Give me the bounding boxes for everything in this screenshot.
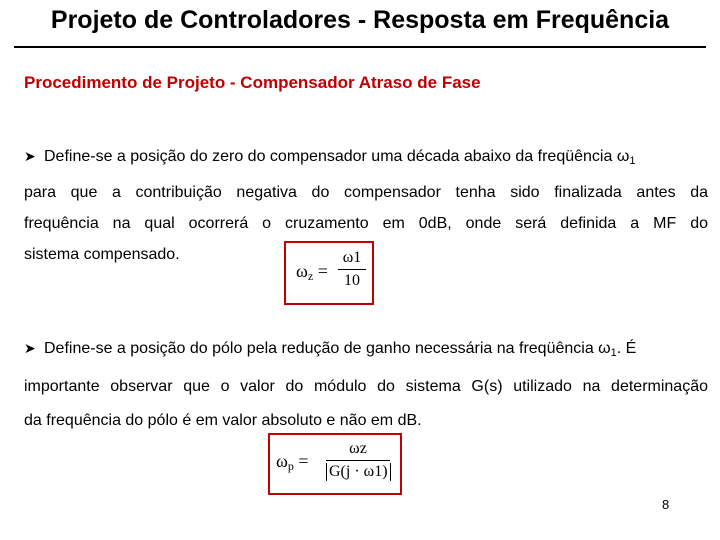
bullet-text: Define-se a posição do pólo pela redução de ganho necessária na freqüência ω (44, 340, 611, 357)
formula-denominator: G(j · ω1) (326, 463, 390, 481)
bullet-pole-position (24, 331, 708, 438)
bullet-line: importante observar que o valor do módulo do sistema G(s) utilizado na determinação (24, 378, 708, 395)
bullet-line (24, 331, 708, 370)
fraction-bar (338, 269, 366, 270)
fraction-bar (326, 460, 390, 461)
subscript: 1 (629, 155, 636, 167)
formula-fraction (326, 440, 390, 481)
arrow-bullet-icon: ➤ (24, 148, 36, 164)
bullet-line: para que a contribuição negativa do compensador tenha sido finalizada antes da (24, 184, 708, 201)
page-number: 8 (662, 497, 670, 512)
bullet-line: sistema compensado. (24, 246, 180, 263)
bullet-line (24, 141, 708, 177)
subscript: 1 (610, 347, 617, 359)
bullet-line: da frequência do pólo é em valor absoluto e não em dB. (24, 412, 422, 429)
formula-numerator: ω1 (342, 249, 362, 266)
formula-lhs: ωz = (296, 261, 328, 283)
slide-title: Projeto de Controladores - Resposta em Frequência (50, 6, 670, 34)
bullet-text-tail: . É (616, 340, 637, 357)
formula-zero-box (284, 241, 374, 305)
formula-numerator: ωz (349, 440, 367, 457)
formula-lhs: ωp = (276, 451, 309, 473)
section-subtitle: Procedimento de Projeto - Compensador Atraso de Fase (24, 73, 481, 92)
bullet-line: frequência na qual ocorrerá o cruzamento em 0dB, onde será definida a MF do (24, 215, 708, 232)
bullet-text: Define-se a posição do zero do compensador uma década abaixo da freqüência ω (44, 148, 630, 165)
formula-pole-box (268, 433, 402, 495)
formula-denominator: 10 (344, 272, 360, 289)
title-divider (14, 46, 706, 48)
formula-fraction (338, 249, 366, 290)
arrow-bullet-icon: ➤ (24, 340, 36, 356)
